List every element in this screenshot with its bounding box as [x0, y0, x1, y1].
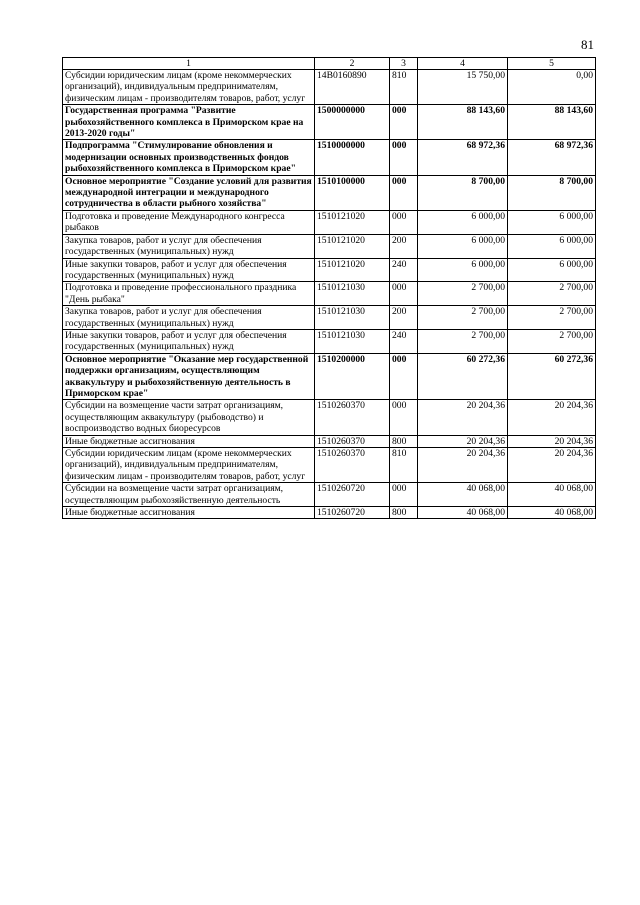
row-amount-col4-cell: 60 272,36 — [418, 353, 508, 400]
row-amount-col5-cell: 40 068,00 — [508, 483, 596, 507]
table-row — [63, 329, 596, 353]
row-amount-col4-cell: 40 068,00 — [418, 483, 508, 507]
table-row — [63, 105, 596, 140]
row-code-cell: 14В0160890 — [315, 70, 390, 105]
row-name-cell: Иные закупки товаров, работ и услуг для обеспечения государственных (муниципальных) нужд — [63, 258, 315, 282]
table-row — [63, 353, 596, 400]
row-code-cell: 1510100000 — [315, 175, 390, 210]
row-amount-col5-cell: 6 000,00 — [508, 258, 596, 282]
row-name-cell: Иные бюджетные ассигнования — [63, 507, 315, 519]
table-row — [63, 140, 596, 175]
row-amount-col4-cell: 20 204,36 — [418, 435, 508, 447]
row-amount-col5-cell: 2 700,00 — [508, 329, 596, 353]
table-row — [63, 234, 596, 258]
table-row — [63, 70, 596, 105]
row-name-cell: Закупка товаров, работ и услуг для обеспечения государственных (муниципальных) нужд — [63, 234, 315, 258]
row-code-cell: 1510121020 — [315, 210, 390, 234]
table-row — [63, 282, 596, 306]
row-amount-col5-cell: 68 972,36 — [508, 140, 596, 175]
row-expense-type-cell: 810 — [390, 448, 418, 483]
row-expense-type-cell: 240 — [390, 258, 418, 282]
table-row — [63, 306, 596, 330]
row-amount-col4-cell: 6 000,00 — [418, 234, 508, 258]
row-amount-col4-cell: 6 000,00 — [418, 210, 508, 234]
row-name-cell: Субсидии на возмещение части затрат организациям, осуществляющим аквакультуру (рыбоводство) и воспроизводство водных биоресурсов — [63, 400, 315, 435]
row-amount-col5-cell: 6 000,00 — [508, 234, 596, 258]
row-expense-type-cell: 800 — [390, 435, 418, 447]
row-amount-col5-cell: 60 272,36 — [508, 353, 596, 400]
row-expense-type-cell: 000 — [390, 483, 418, 507]
row-expense-type-cell: 240 — [390, 329, 418, 353]
row-code-cell: 1510260720 — [315, 483, 390, 507]
row-name-cell: Подготовка и проведение Международного конгресса рыбаков — [63, 210, 315, 234]
row-amount-col5-cell: 2 700,00 — [508, 282, 596, 306]
budget-table — [62, 57, 596, 519]
row-amount-col5-cell: 40 068,00 — [508, 507, 596, 519]
row-name-cell: Основное мероприятие "Создание условий для развития международной интеграции и международного сотрудничества в области рыбного хозяйства" — [63, 175, 315, 210]
row-name-cell: Государственная программа "Развитие рыбохозяйственного комплекса в Приморском крае на 2013-2020 годы" — [63, 105, 315, 140]
column-header-4: 4 — [418, 58, 508, 70]
column-header-2: 2 — [315, 58, 390, 70]
table-body — [63, 70, 596, 519]
table-row — [63, 507, 596, 519]
table-row — [63, 435, 596, 447]
row-expense-type-cell: 000 — [390, 210, 418, 234]
row-expense-type-cell: 000 — [390, 175, 418, 210]
row-code-cell: 1510121020 — [315, 258, 390, 282]
row-amount-col5-cell: 0,00 — [508, 70, 596, 105]
row-code-cell: 1510121030 — [315, 329, 390, 353]
row-code-cell: 1510000000 — [315, 140, 390, 175]
row-amount-col5-cell: 20 204,36 — [508, 435, 596, 447]
row-amount-col4-cell: 6 000,00 — [418, 258, 508, 282]
row-code-cell: 1510260720 — [315, 507, 390, 519]
row-name-cell: Субсидии юридическим лицам (кроме некоммерческих организаций), индивидуальным предпринимателям, физическим лицам - производителям товаров, работ, услуг — [63, 448, 315, 483]
row-amount-col4-cell: 2 700,00 — [418, 282, 508, 306]
table-row — [63, 483, 596, 507]
table-header-row — [63, 58, 596, 70]
row-code-cell: 1500000000 — [315, 105, 390, 140]
row-name-cell: Субсидии юридическим лицам (кроме некоммерческих организаций), индивидуальным предпринимателям, физическим лицам - производителям товаров, работ, услуг — [63, 70, 315, 105]
page-number: 81 — [581, 37, 594, 52]
row-code-cell: 1510121020 — [315, 234, 390, 258]
table-row — [63, 400, 596, 435]
row-amount-col5-cell: 8 700,00 — [508, 175, 596, 210]
row-amount-col4-cell: 40 068,00 — [418, 507, 508, 519]
row-amount-col5-cell: 6 000,00 — [508, 210, 596, 234]
row-expense-type-cell: 800 — [390, 507, 418, 519]
row-name-cell: Иные бюджетные ассигнования — [63, 435, 315, 447]
column-header-1: 1 — [63, 58, 315, 70]
row-expense-type-cell: 000 — [390, 353, 418, 400]
row-code-cell: 1510200000 — [315, 353, 390, 400]
row-code-cell: 1510260370 — [315, 435, 390, 447]
row-expense-type-cell: 000 — [390, 140, 418, 175]
row-expense-type-cell: 000 — [390, 400, 418, 435]
row-expense-type-cell: 200 — [390, 234, 418, 258]
row-code-cell: 1510260370 — [315, 448, 390, 483]
row-name-cell: Иные закупки товаров, работ и услуг для обеспечения государственных (муниципальных) нужд — [63, 329, 315, 353]
row-code-cell: 1510121030 — [315, 282, 390, 306]
row-amount-col5-cell: 20 204,36 — [508, 400, 596, 435]
row-amount-col4-cell: 20 204,36 — [418, 400, 508, 435]
row-code-cell: 1510121030 — [315, 306, 390, 330]
row-code-cell: 1510260370 — [315, 400, 390, 435]
row-expense-type-cell: 810 — [390, 70, 418, 105]
row-name-cell: Субсидии на возмещение части затрат организациям, осуществляющим рыбохозяйственную деятельность — [63, 483, 315, 507]
row-amount-col5-cell: 20 204,36 — [508, 448, 596, 483]
table-row — [63, 210, 596, 234]
row-amount-col4-cell: 68 972,36 — [418, 140, 508, 175]
row-amount-col4-cell: 20 204,36 — [418, 448, 508, 483]
row-name-cell: Подготовка и проведение профессионального праздника "День рыбака" — [63, 282, 315, 306]
row-amount-col5-cell: 88 143,60 — [508, 105, 596, 140]
column-header-3: 3 — [390, 58, 418, 70]
column-header-5: 5 — [508, 58, 596, 70]
row-expense-type-cell: 000 — [390, 105, 418, 140]
row-amount-col4-cell: 15 750,00 — [418, 70, 508, 105]
row-expense-type-cell: 000 — [390, 282, 418, 306]
row-amount-col4-cell: 88 143,60 — [418, 105, 508, 140]
table-row — [63, 175, 596, 210]
row-amount-col4-cell: 8 700,00 — [418, 175, 508, 210]
table-row — [63, 448, 596, 483]
row-amount-col5-cell: 2 700,00 — [508, 306, 596, 330]
row-name-cell: Закупка товаров, работ и услуг для обеспечения государственных (муниципальных) нужд — [63, 306, 315, 330]
row-name-cell: Подпрограмма "Стимулирование обновления и модернизации основных производственных фондов рыбохозяйственного комплекса в Приморском крае" — [63, 140, 315, 175]
row-name-cell: Основное мероприятие "Оказание мер государственной поддержки организациям, осуществляющим аквакультуру и рыбохозяйственную деятельность в Приморском крае" — [63, 353, 315, 400]
row-amount-col4-cell: 2 700,00 — [418, 306, 508, 330]
row-amount-col4-cell: 2 700,00 — [418, 329, 508, 353]
table-row — [63, 258, 596, 282]
row-expense-type-cell: 200 — [390, 306, 418, 330]
